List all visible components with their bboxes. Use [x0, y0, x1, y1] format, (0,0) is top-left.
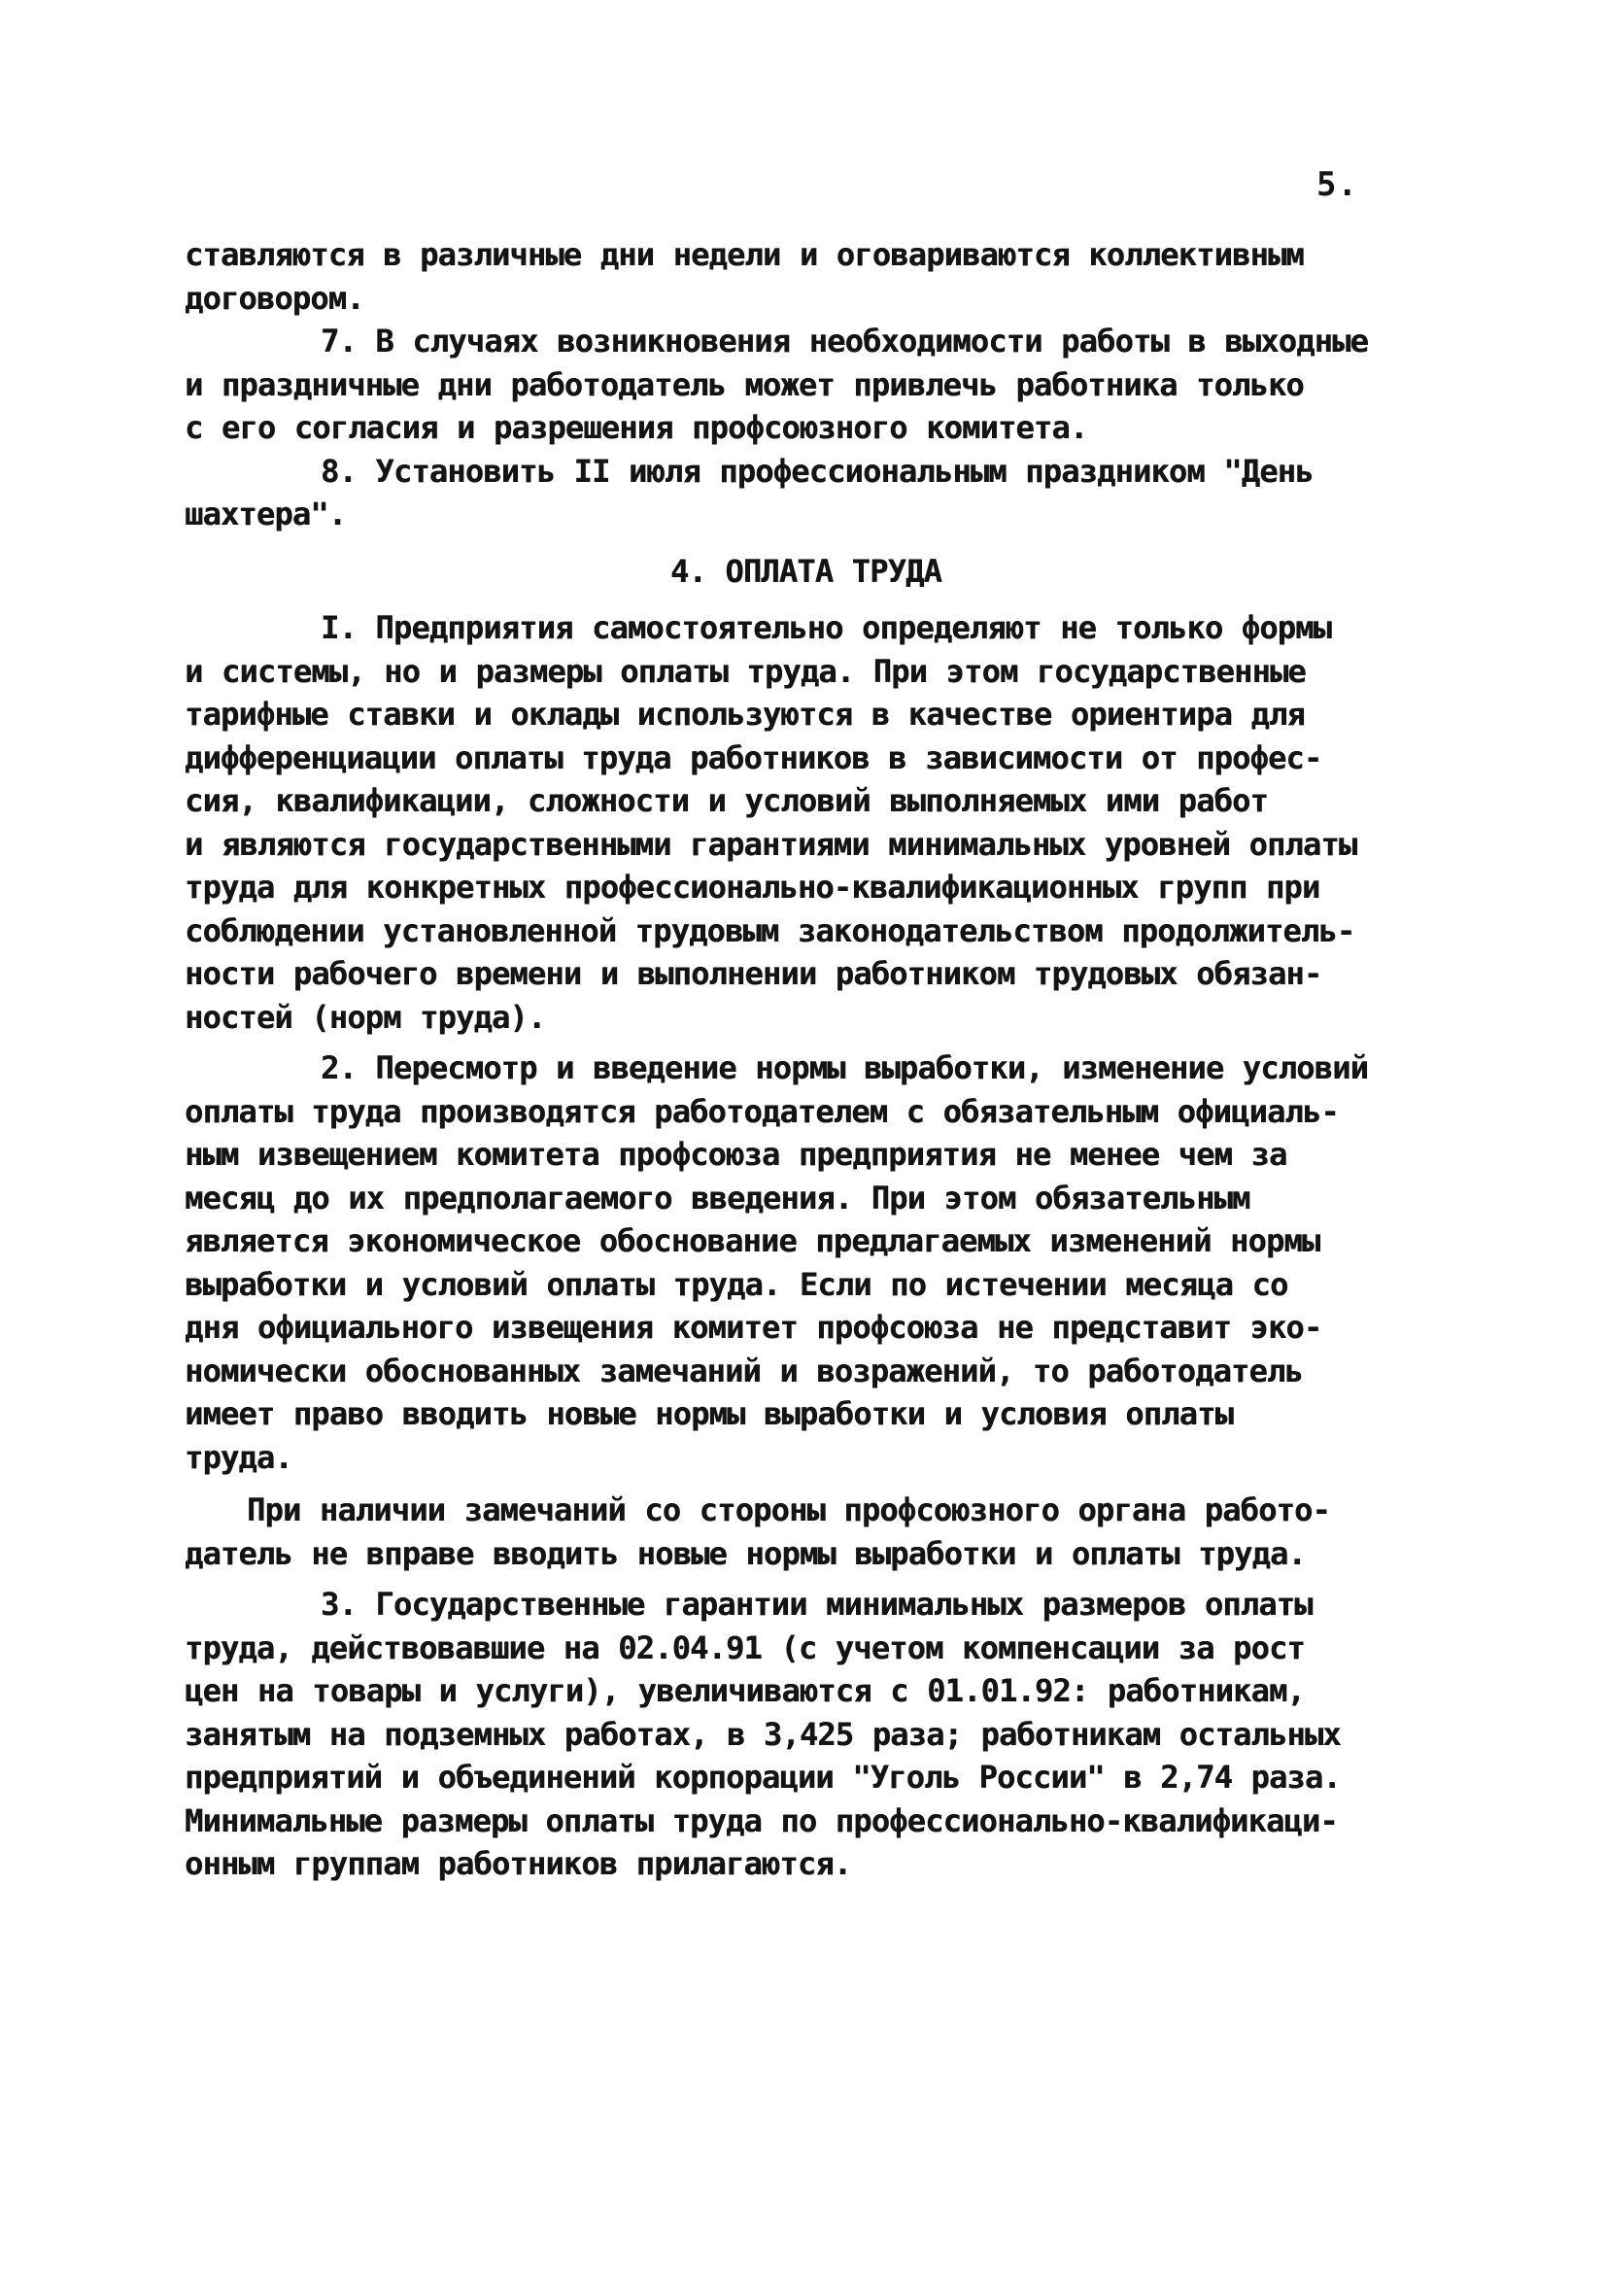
text-line: труда, действовавшие на 02.04.91 (с учетом компенсации за рост	[185, 1628, 1305, 1666]
text-line: и праздничные дни работодатель может привлечь работника только	[185, 365, 1304, 403]
text-line: труда.	[185, 1438, 292, 1476]
text-line: онным группам работников прилагаются.	[185, 1845, 852, 1882]
text-line: тарифные ставки и оклады используются в качестве ориентира для	[185, 696, 1305, 733]
text-line: цен на товары и услуги), увеличиваются с 01.01.92: работникам,	[185, 1672, 1305, 1709]
text-line: и системы, но и размеры оплаты труда. При этом государственные	[185, 652, 1306, 690]
section-heading: 4. ОПЛАТА ТРУДА	[670, 552, 941, 590]
text-line: и являются государственными гарантиями минимальных уровней оплаты	[185, 825, 1357, 863]
text-line: ности рабочего времени и выполнении работником трудовых обязан-	[185, 955, 1322, 992]
document-body	[185, 233, 1448, 1886]
text-line: номически обоснованных замечаний и возражений, то работодатель	[185, 1352, 1303, 1389]
text-line: Минимальные размеры оплаты труда по профессионально-квалификаци-	[185, 1801, 1338, 1839]
paragraph-7-start: 7. В случаях возникновения необходимости работы в выходные	[321, 323, 1369, 360]
text-line: выработки и условий оплаты труда. Если по истечении месяца со	[185, 1265, 1288, 1303]
paragraph-3-start: 3. Государственные гарантии минимальных размеров оплаты	[321, 1586, 1313, 1623]
text-line: занятым на подземных работах, в 3,425 раза; работникам остальных	[185, 1715, 1341, 1753]
text-line: оплаты труда производятся работодателем с обязательным официаль-	[185, 1092, 1339, 1130]
page-number: 5.	[1316, 165, 1358, 204]
text-line: сия, квалификации, сложности и условий выполняемых ими работ	[185, 782, 1268, 819]
text-line: дня официального извещения комитет профсоюза не представит эко-	[185, 1309, 1322, 1346]
text-line: договором.	[185, 279, 364, 317]
text-line: является экономическое обоснование предлагаемых изменений нормы	[185, 1222, 1320, 1259]
text-line: соблюдении установленной трудовым законодательством продолжитель-	[185, 911, 1355, 949]
text-line: ставляются в различные дни недели и оговариваются коллективным	[185, 236, 1304, 273]
paragraph-1-start: I. Предприятия самостоятельно определяют не только формы	[321, 609, 1332, 646]
text-line: ным извещением комитета профсоюза предприятия не менее чем за	[185, 1136, 1287, 1173]
text-line: с его согласия и разрешения профсоюзного комитета.	[185, 409, 1088, 446]
text-line: имеет право вводить новые нормы выработки и условия оплаты	[185, 1395, 1234, 1432]
paragraph-8-start: 8. Установить II июля профессиональным праздником "День	[321, 452, 1314, 490]
text-line: шахтера".	[185, 496, 347, 532]
paragraph-2-start: 2. Пересмотр и введение нормы выработки, изменение условий	[321, 1049, 1369, 1086]
remark-paragraph-start: При наличии замечаний со стороны профсоюзного органа работо-	[247, 1491, 1330, 1528]
text-line: предприятий и объединений корпорации "Уголь России" в 2,74 раза.	[185, 1759, 1341, 1796]
text-line: ностей (норм труда).	[185, 998, 546, 1036]
text-line: труда для конкретных профессионально-квалификационных групп при	[185, 869, 1320, 906]
text-line: датель не вправе вводить новые нормы выработки и оплаты труда.	[185, 1534, 1306, 1572]
text-line: месяц до их предполагаемого введения. При этом обязательным	[185, 1179, 1250, 1217]
text-line: дифференциации оплаты труда работников в зависимости от профес-	[185, 738, 1322, 776]
